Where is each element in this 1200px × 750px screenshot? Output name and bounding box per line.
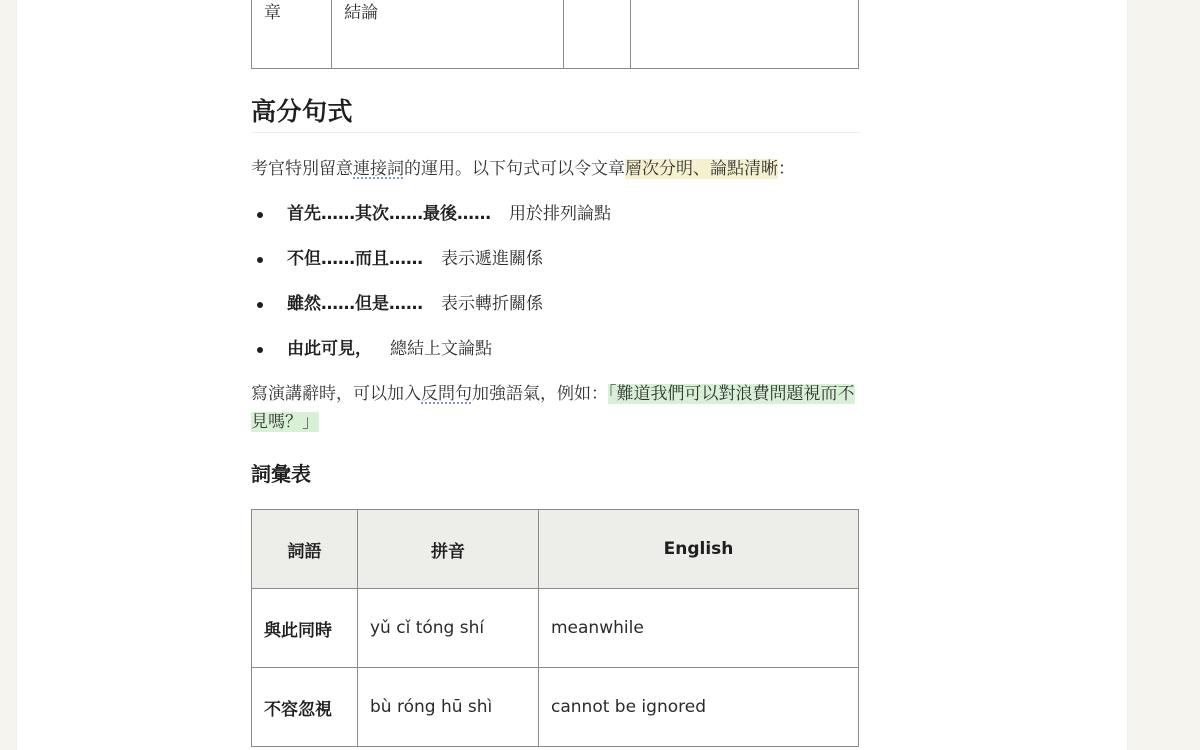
list-item [251, 200, 863, 245]
intro-text: ： [778, 159, 795, 179]
list-item [251, 290, 863, 335]
highlighted-example: 「難道我們可以對浪費問題視而不見嗎？」 [251, 384, 855, 432]
vocab-english: cannot be ignored [539, 668, 859, 747]
heading-divider [251, 132, 861, 133]
pattern-label: 雖然……但是…… [287, 294, 423, 314]
table-cell [630, 0, 858, 69]
table-row [252, 0, 859, 69]
vocab-word: 不容忽視 [252, 668, 358, 747]
column-header: 拼音 [358, 510, 539, 589]
intro-text: 考官特別留意 [251, 159, 353, 179]
pattern-label: 由此可見， [287, 339, 372, 359]
pattern-usage: 表示遞進關係 [441, 249, 543, 269]
list-item [251, 245, 863, 290]
vocab-pinyin: bù róng hū shì [358, 668, 539, 747]
sentence-pattern-list [251, 200, 863, 380]
section-heading: 高分句式 [251, 97, 354, 126]
speech-text: 加強語氣，例如： [472, 384, 608, 404]
glossary-term-link[interactable]: 連接詞 [353, 159, 404, 179]
text-types-table [251, 0, 859, 69]
table-cell: 結論 [332, 0, 563, 69]
highlighted-text: 層次分明、論點清晰 [625, 159, 778, 179]
list-item [251, 335, 863, 380]
vocab-word: 與此同時 [252, 589, 358, 668]
intro-text: 的運用。以下句式可以令文章 [404, 159, 625, 179]
speech-text: 寫演講辭時，可以加入 [251, 384, 421, 404]
table-header-row [252, 510, 859, 589]
table-cell: 章 [252, 0, 332, 69]
vocab-table [251, 509, 859, 747]
table-row [252, 589, 859, 668]
intro-paragraph [251, 155, 863, 183]
vocab-pinyin: yǔ cǐ tóng shí [358, 589, 539, 668]
pattern-usage: 總結上文論點 [390, 339, 492, 359]
glossary-term-link[interactable]: 反問句 [421, 384, 472, 404]
vocab-english: meanwhile [539, 589, 859, 668]
pattern-usage: 用於排列論點 [509, 204, 611, 224]
column-header: 詞語 [252, 510, 358, 589]
pattern-label: 首先……其次……最後…… [287, 204, 491, 224]
vocab-heading: 詞彙表 [251, 462, 311, 486]
table-row [252, 668, 859, 747]
speech-paragraph [251, 380, 863, 436]
pattern-label: 不但……而且…… [287, 249, 423, 269]
table-cell [563, 0, 630, 69]
pattern-usage: 表示轉折關係 [441, 294, 543, 314]
column-header: English [539, 510, 859, 589]
